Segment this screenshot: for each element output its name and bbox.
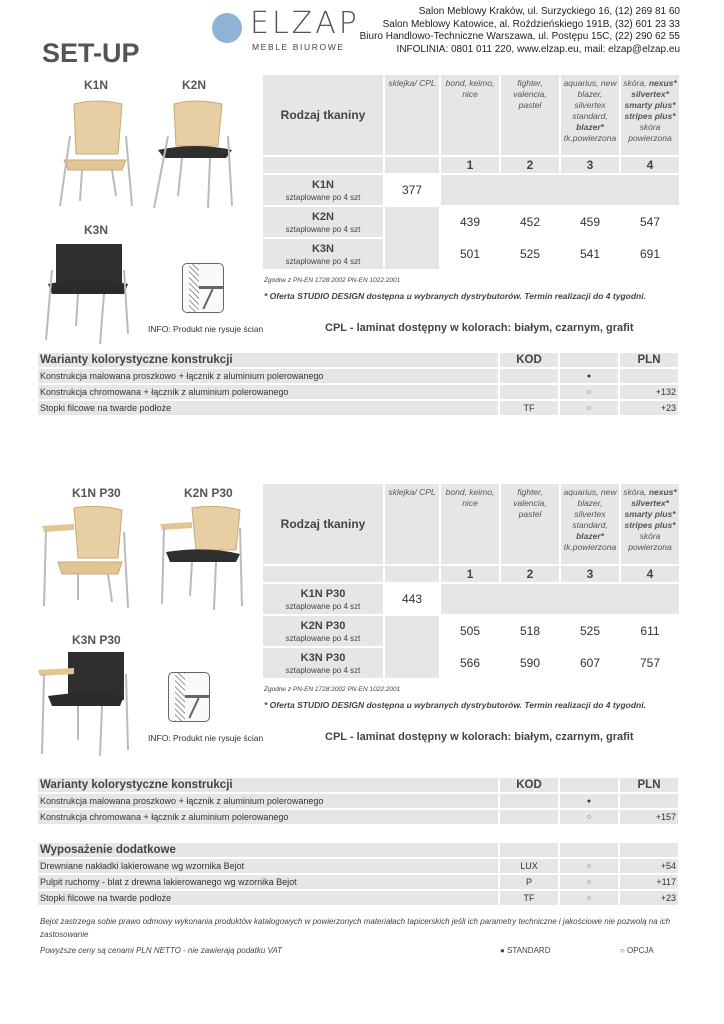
norm-note: Zgodne z PN-EN 1728:2002 PN-EN 1022:2001	[264, 277, 401, 284]
footer-note-materials: Bejot zastrzega sobie prawo odmowy wykonania produktów katalogowych w powierzonych materiałach tapicerskich jeśli ich parametry techniczne i jakościowe nie pozwolą na ich zastosowanie	[40, 917, 671, 939]
price-group-number: 2	[501, 566, 559, 582]
variant-kod	[500, 369, 558, 383]
stack-note: sztaplowane po 4 szt	[285, 665, 361, 675]
fabric-col-header: bond, keimo, nice	[441, 75, 499, 155]
model-row-name: K2N P30	[300, 619, 346, 632]
model-row-name: K3N	[311, 242, 334, 255]
blank-cell	[263, 566, 383, 582]
model-name: K1N	[84, 78, 109, 92]
fabric-col-header: fighter, valencia, pastel	[501, 484, 559, 564]
variant-price: +157	[620, 810, 678, 824]
contact-block	[360, 6, 680, 56]
stack-note: sztaplowane po 4 szt	[285, 633, 361, 643]
fabric-col-text: aquarius, new blazer, silvertex standard,	[563, 487, 617, 530]
model-row-label	[263, 175, 383, 205]
stack-note: sztaplowane po 4 szt	[285, 256, 361, 266]
variant-label: Stopki filcowe na twarde podłoże	[38, 401, 498, 415]
wall-protection-diagram	[182, 263, 224, 313]
equipment-label: Drewniane nakładki lakierowane wg wzornika Bejot	[38, 859, 498, 873]
variant-kod	[500, 794, 558, 808]
contact-line: Biuro Handlowo-Techniczne Warszawa, ul. Postępu 15C, (22) 290 62 55	[359, 31, 680, 42]
variants-title: Warianty kolorystyczne konstrukcji	[38, 778, 498, 792]
fabric-col-header: fighter, valencia, pastel	[501, 75, 559, 155]
page-title: SET-UP	[42, 38, 140, 68]
pln-header: PLN	[620, 778, 678, 792]
equipment-mark: ○	[560, 859, 618, 873]
price-cell: 443	[401, 592, 423, 606]
variants-table	[36, 351, 680, 417]
price-group-number: 3	[561, 157, 619, 173]
model-row-label	[263, 239, 383, 269]
model-row-label	[263, 648, 383, 678]
fabric-col-text: tk.powierzona	[563, 542, 617, 552]
fabric-col-header	[561, 484, 619, 564]
variant-mark: ●	[560, 369, 618, 383]
variant-kod: TF	[500, 401, 558, 415]
offer-note: * Oferta STUDIO DESIGN dostępna u wybranych dystrybutorów. Termin realizacji do 4 tygodni.	[264, 700, 646, 710]
price-cell: 541	[579, 247, 601, 261]
logo-subtitle: MEBLE BIUROWE	[252, 42, 345, 52]
variant-label: Konstrukcja malowana proszkowo + łącznik z aluminium polerowanego	[38, 369, 498, 383]
price-group-number: 4	[621, 157, 679, 173]
blank-cell	[385, 616, 439, 678]
fabric-col-header	[561, 75, 619, 155]
price-cell: 377	[401, 183, 423, 197]
price-cell: 691	[639, 247, 661, 261]
model-row-name: K3N P30	[300, 651, 346, 664]
chair-k2n-p30-image	[156, 502, 256, 612]
variant-price: +23	[620, 401, 678, 415]
info-note: INFO: Produkt nie rysuje ścian	[148, 733, 264, 743]
logo-mark	[212, 13, 242, 43]
price-cell: 757	[639, 656, 661, 670]
variant-label: Konstrukcja malowana proszkowo + łącznik z aluminium polerowanego	[38, 794, 498, 808]
model-name: K3N	[84, 223, 109, 237]
stack-note: sztaplowane po 4 szt	[285, 192, 361, 202]
model-name: K1N P30	[72, 486, 121, 500]
blank-cell	[441, 175, 679, 205]
equipment-kod: LUX	[500, 859, 558, 873]
equipment-kod: P	[500, 875, 558, 889]
price-cell: 607	[579, 656, 601, 670]
chair-k1n-p30-image	[38, 502, 138, 612]
variant-label: Konstrukcja chromowana + łącznik z aluminium polerowanego	[38, 810, 498, 824]
fabric-type-label: Rodzaj tkaniny	[263, 75, 383, 155]
chair-k3n-p30-image	[38, 650, 138, 758]
equipment-kod: TF	[500, 891, 558, 905]
model-row-label	[263, 616, 383, 646]
equipment-table	[36, 841, 680, 907]
model-row-label	[263, 207, 383, 237]
cpl-note: CPL - laminat dostępny w kolorach: białym, czarnym, grafit	[325, 731, 634, 743]
kod-header: KOD	[500, 353, 558, 367]
fabric-col-header: bond, keimo, nice	[441, 484, 499, 564]
price-cell: 525	[519, 247, 541, 261]
variant-kod	[500, 385, 558, 399]
price-cell: 590	[519, 656, 541, 670]
fabric-col-bold: nexus* silvertex* smarty plus* stripes plus*	[624, 487, 677, 530]
price-group-number: 2	[501, 157, 559, 173]
variant-mark: ○	[560, 810, 618, 824]
price-group-number: 4	[621, 566, 679, 582]
blank-cell	[385, 207, 439, 269]
contact-line: Salon Meblowy Kraków, ul. Surzyckiego 16, (12) 269 81 60	[418, 6, 680, 17]
fabric-type-label: Rodzaj tkaniny	[263, 484, 383, 564]
model-row-name: K1N	[311, 178, 334, 191]
blank-cell	[500, 843, 558, 857]
model-row-name: K2N	[311, 210, 334, 223]
chair-k3n-image	[42, 240, 142, 345]
fabric-col-text: tk.powierzona	[563, 133, 617, 143]
fabric-col-header: sklejka/ CPL	[385, 484, 439, 564]
cpl-note: CPL - laminat dostępny w kolorach: białym, czarnym, grafit	[325, 322, 634, 334]
price-cell: 452	[519, 215, 541, 229]
price-table	[261, 73, 681, 271]
fabric-col-header	[621, 484, 679, 564]
model-name: K2N P30	[184, 486, 233, 500]
fabric-col-bold: blazer*	[576, 122, 604, 132]
equipment-label: Pulpit ruchomy - blat z drewna lakierowanego wg wzornika Bejot	[38, 875, 498, 889]
fabric-col-bold: nexus* silvertex* smarty plus* stripes plus*	[624, 78, 677, 121]
offer-note: * Oferta STUDIO DESIGN dostępna u wybranych dystrybutorów. Termin realizacji do 4 tygodni.	[264, 291, 646, 301]
variant-label: Konstrukcja chromowana + łącznik z aluminium polerowanego	[38, 385, 498, 399]
model-name: K3N P30	[72, 633, 121, 647]
wall-protection-diagram	[168, 672, 210, 722]
blank-cell	[560, 778, 618, 792]
equipment-price: +54	[620, 859, 678, 873]
equipment-price: +23	[620, 891, 678, 905]
fabric-col-text: skóra,	[623, 78, 649, 88]
price-group-number: 1	[441, 157, 499, 173]
variants-table	[36, 776, 680, 826]
price-table	[261, 482, 681, 680]
chair-k1n-image	[46, 96, 146, 211]
price-cell: 501	[459, 247, 481, 261]
blank-cell	[385, 566, 439, 582]
variant-price	[620, 794, 678, 808]
price-group-number: 3	[561, 566, 619, 582]
price-cell: 505	[459, 624, 481, 638]
blank-cell	[385, 157, 439, 173]
price-cell: 525	[579, 624, 601, 638]
fabric-col-text: skóra,	[623, 487, 649, 497]
variant-price: +132	[620, 385, 678, 399]
info-note: INFO: Produkt nie rysuje ścian	[148, 324, 264, 334]
model-name: K2N	[182, 78, 207, 92]
blank-cell	[560, 843, 618, 857]
fabric-col-header: sklejka/ CPL	[385, 75, 439, 155]
variants-title: Warianty kolorystyczne konstrukcji	[38, 353, 498, 367]
fabric-col-header	[621, 75, 679, 155]
equipment-mark: ○	[560, 891, 618, 905]
logo-text: ELZAP	[250, 6, 360, 41]
legend-standard: ● STANDARD	[500, 946, 551, 955]
price-cell: 518	[519, 624, 541, 638]
fabric-col-text: skóra powierzona	[628, 531, 672, 552]
stack-note: sztaplowane po 4 szt	[285, 601, 361, 611]
model-row-label	[263, 584, 383, 614]
equipment-label: Stopki filcowe na twarde podłoże	[38, 891, 498, 905]
price-group-number: 1	[441, 566, 499, 582]
contact-line: Salon Meblowy Katowice, al. Roździeńskiego 191B, (32) 601 23 33	[382, 18, 680, 30]
fabric-col-text: aquarius, new blazer, silvertex standard,	[563, 78, 617, 121]
price-cell: 547	[639, 215, 661, 229]
norm-note: Zgodne z PN-EN 1728:2002 PN-EN 1022:2001	[264, 686, 401, 693]
variant-mark: ●	[560, 794, 618, 808]
blank-cell	[560, 353, 618, 367]
blank-cell	[263, 157, 383, 173]
chair-k2n-image	[146, 96, 246, 211]
variant-price	[620, 369, 678, 383]
variant-kod	[500, 810, 558, 824]
fabric-col-text: skóra powierzona	[628, 122, 672, 143]
price-cell: 611	[640, 624, 660, 638]
equipment-price: +117	[620, 875, 678, 889]
stack-note: sztaplowane po 4 szt	[285, 224, 361, 234]
blank-cell	[441, 584, 679, 614]
blank-cell	[620, 843, 678, 857]
variant-mark: ○	[560, 385, 618, 399]
footer-note-vat: Powyższe ceny są cenami PLN NETTO - nie zawierają podatku VAT	[40, 946, 283, 955]
fabric-col-bold: blazer*	[576, 531, 604, 541]
equipment-title: Wyposażenie dodatkowe	[38, 843, 498, 857]
variant-mark: ○	[560, 401, 618, 415]
price-cell: 566	[459, 656, 481, 670]
contact-line: INFOLINIA: 0801 011 220, www.elzap.eu, mail: elzap@elzap.eu	[396, 43, 680, 55]
kod-header: KOD	[500, 778, 558, 792]
pln-header: PLN	[620, 353, 678, 367]
model-row-name: K1N P30	[300, 587, 346, 600]
price-cell: 439	[459, 215, 481, 229]
equipment-mark: ○	[560, 875, 618, 889]
price-cell: 459	[579, 215, 601, 229]
legend-option: ○ OPCJA	[620, 946, 654, 955]
